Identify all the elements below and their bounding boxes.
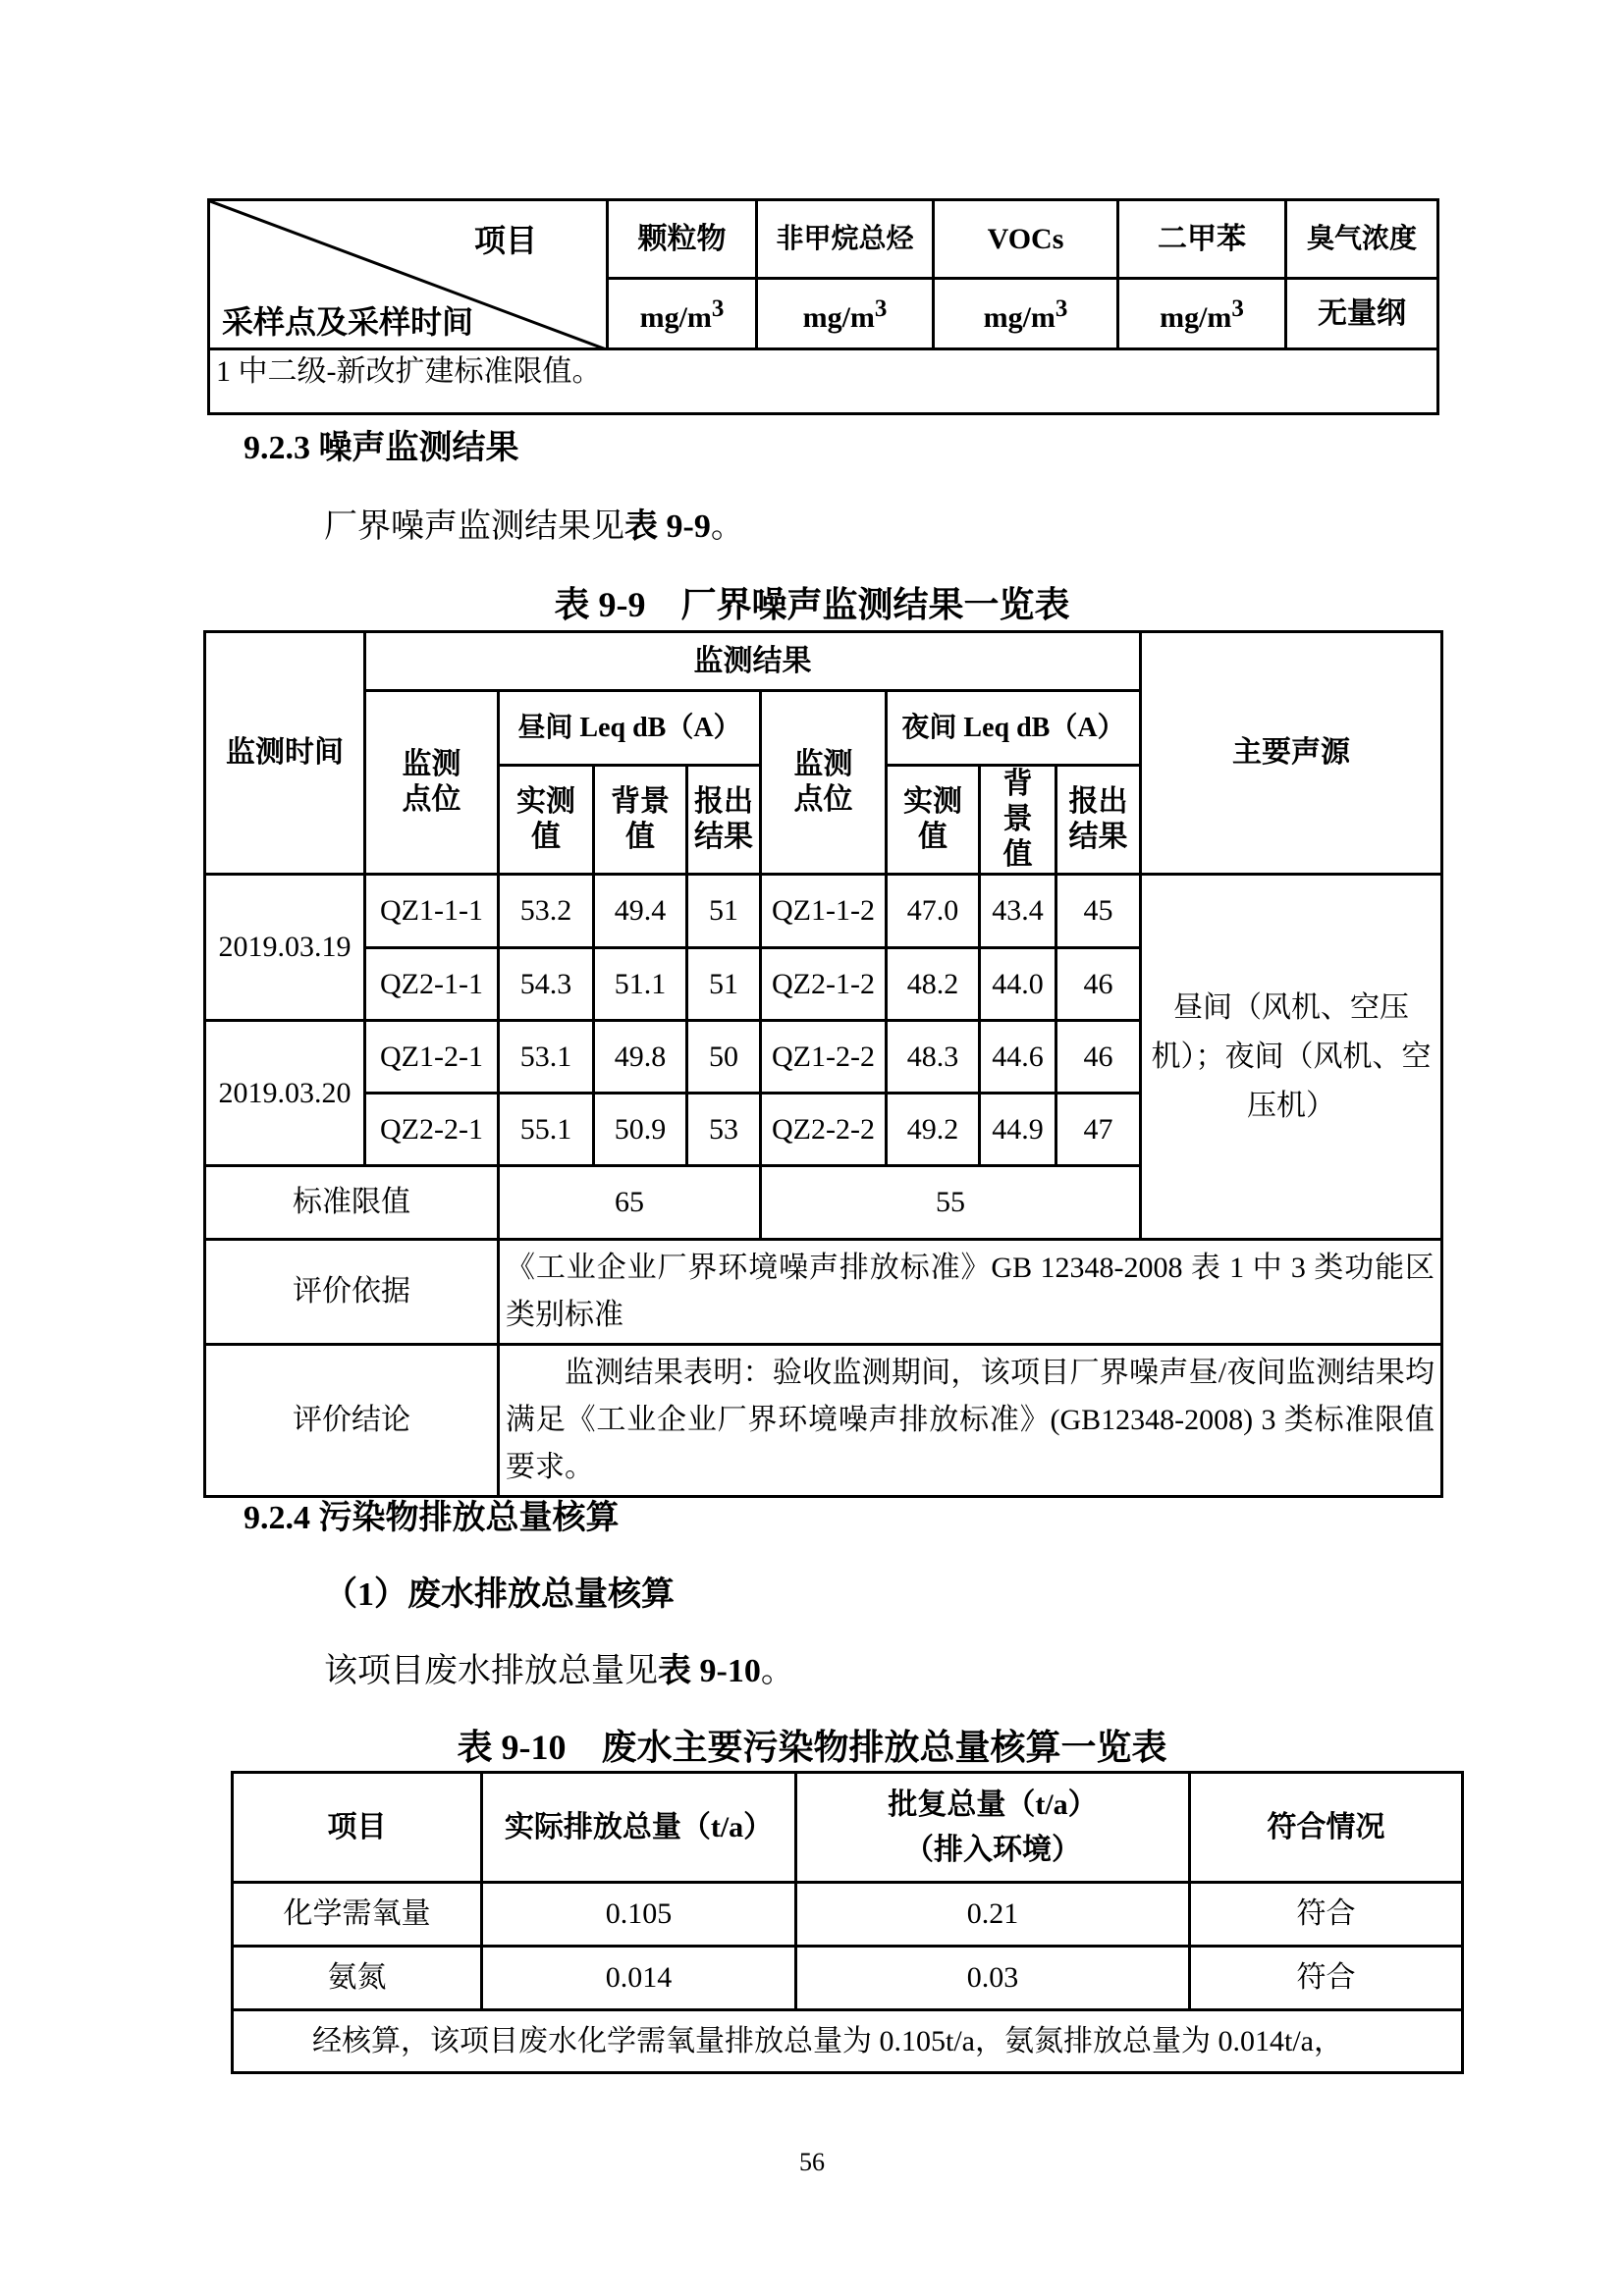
actual-cell: 0.105: [482, 1883, 796, 1947]
unit-cell: $mg/m^3$: [1118, 279, 1286, 349]
table-row: [233, 1947, 1463, 2010]
status-cell: 符合: [1190, 1947, 1463, 2010]
section-924-paragraph: 该项目废水排放总量见表 9-10。: [324, 1653, 794, 1689]
unit-cell: 无量纲: [1286, 279, 1438, 349]
header-particulate: 颗粒物: [608, 200, 757, 279]
day-measured: 55.1: [499, 1094, 594, 1166]
day-reported: 51: [687, 875, 761, 948]
standard-limit-day: 65: [499, 1166, 761, 1240]
unit-cell: $mg/m^3$: [757, 279, 934, 349]
header-approved: 批复总量（t/a） （排入环境）: [796, 1773, 1190, 1883]
day-background: 51.1: [594, 948, 687, 1021]
wastewater-total-table: [231, 1771, 1464, 2074]
table-910-note: 经核算，该项目废水化学需氧量排放总量为 0.105t/a，氨氮排放总量为 0.014t/a，: [233, 2010, 1463, 2073]
header-status: 符合情况: [1190, 1773, 1463, 1883]
approved-cell: 0.21: [796, 1883, 1190, 1947]
item-cell: 氨氮: [233, 1947, 482, 2010]
table-row: [205, 875, 1442, 948]
night-point: QZ1-2-2: [761, 1021, 887, 1094]
header-day-reported: 报出结果: [687, 766, 761, 875]
header-night-point: 监测点位: [761, 691, 887, 875]
section-923-paragraph: 厂界噪声监测结果见表 9-9。: [324, 508, 744, 545]
unit-cell: $mg/m^3$: [934, 279, 1118, 349]
conclusion-text: 监测结果表明：验收监测期间，该项目厂界噪声昼/夜间监测结果均满足《工业企业厂界环境噪声排放标准》(GB12348-2008) 3 类标准限值要求。: [499, 1345, 1442, 1497]
header-night-background: 背景值: [980, 766, 1056, 875]
noise-monitoring-table: [203, 630, 1443, 1498]
standard-limit-label: 标准限值: [205, 1166, 499, 1240]
day-background: 50.9: [594, 1094, 687, 1166]
header-actual: 实际排放总量（t/a）: [482, 1773, 796, 1883]
header-xylene: 二甲苯: [1118, 200, 1286, 279]
header-day-measured: 实测值: [499, 766, 594, 875]
main-noise-source: 昼间（风机、空压机）；夜间（风机、空压机）: [1141, 875, 1442, 1240]
day-reported: 53: [687, 1094, 761, 1166]
day-measured: 54.3: [499, 948, 594, 1021]
day-point: QZ1-1-1: [365, 875, 499, 948]
header-day-point: 监测点位: [365, 691, 499, 875]
header-nmhc: 非甲烷总烃: [757, 200, 934, 279]
day-reported: 50: [687, 1021, 761, 1094]
date-cell: 2019.03.20: [205, 1021, 365, 1166]
table-99-caption: 表 9-9 厂界噪声监测结果一览表: [554, 585, 1070, 624]
basis-label: 评价依据: [205, 1240, 499, 1345]
night-measured: 47.0: [887, 875, 980, 948]
header-day-background: 背景值: [594, 766, 687, 875]
header-source: 主要声源: [1141, 632, 1442, 875]
day-point: QZ2-2-1: [365, 1094, 499, 1166]
standard-limit-night: 55: [761, 1166, 1141, 1240]
diagonal-header-cell: [209, 200, 608, 349]
diag-bottom-label: 采样点及采样时间: [222, 304, 474, 340]
emission-standard-table-tail: [207, 198, 1439, 415]
header-time: 监测时间: [205, 632, 365, 875]
day-measured: 53.2: [499, 875, 594, 948]
night-point: QZ1-1-2: [761, 875, 887, 948]
day-reported: 51: [687, 948, 761, 1021]
day-measured: 53.1: [499, 1021, 594, 1094]
night-point: QZ2-2-2: [761, 1094, 887, 1166]
status-cell: 符合: [1190, 1883, 1463, 1947]
night-reported: 46: [1056, 1021, 1141, 1094]
day-background: 49.4: [594, 875, 687, 948]
basis-text: 《工业企业厂界环境噪声排放标准》GB 12348-2008 表 1 中 3 类功能区类别标准: [499, 1240, 1442, 1345]
night-point: QZ2-1-2: [761, 948, 887, 1021]
approved-cell: 0.03: [796, 1947, 1190, 2010]
night-measured: 49.2: [887, 1094, 980, 1166]
night-background: 44.6: [980, 1021, 1056, 1094]
night-background: 44.9: [980, 1094, 1056, 1166]
night-measured: 48.3: [887, 1021, 980, 1094]
night-reported: 47: [1056, 1094, 1141, 1166]
item-cell: 化学需氧量: [233, 1883, 482, 1947]
page-number: 56: [799, 2148, 825, 2176]
section-heading-924: 9.2.4 污染物排放总量核算: [244, 1500, 620, 1536]
night-measured: 48.2: [887, 948, 980, 1021]
header-odor: 臭气浓度: [1286, 200, 1438, 279]
section-heading-923: 9.2.3 噪声监测结果: [244, 430, 519, 466]
date-cell: 2019.03.19: [205, 875, 365, 1021]
conclusion-label: 评价结论: [205, 1345, 499, 1497]
day-background: 49.8: [594, 1021, 687, 1094]
subsection-heading-wastewater: （1）废水排放总量核算: [324, 1576, 675, 1613]
night-background: 44.0: [980, 948, 1056, 1021]
table-row: [233, 1883, 1463, 1947]
header-night-leq: 夜间 Leq dB（A）: [887, 691, 1141, 766]
actual-cell: 0.014: [482, 1947, 796, 2010]
header-item: 项目: [233, 1773, 482, 1883]
header-night-measured: 实测值: [887, 766, 980, 875]
header-vocs: VOCs: [934, 200, 1118, 279]
night-reported: 46: [1056, 948, 1141, 1021]
unit-cell: $mg/m^3$: [608, 279, 757, 349]
header-day-leq: 昼间 Leq dB（A）: [499, 691, 761, 766]
header-night-reported: 报出结果: [1056, 766, 1141, 875]
night-reported: 45: [1056, 875, 1141, 948]
day-point: QZ1-2-1: [365, 1021, 499, 1094]
header-results: 监测结果: [365, 632, 1141, 691]
night-background: 43.4: [980, 875, 1056, 948]
day-point: QZ2-1-1: [365, 948, 499, 1021]
table-910-caption: 表 9-10 废水主要污染物排放总量核算一览表: [457, 1728, 1167, 1767]
diag-top-label: 项目: [473, 223, 537, 258]
table-note: 1 中二级-新改扩建标准限值。: [209, 349, 1438, 414]
